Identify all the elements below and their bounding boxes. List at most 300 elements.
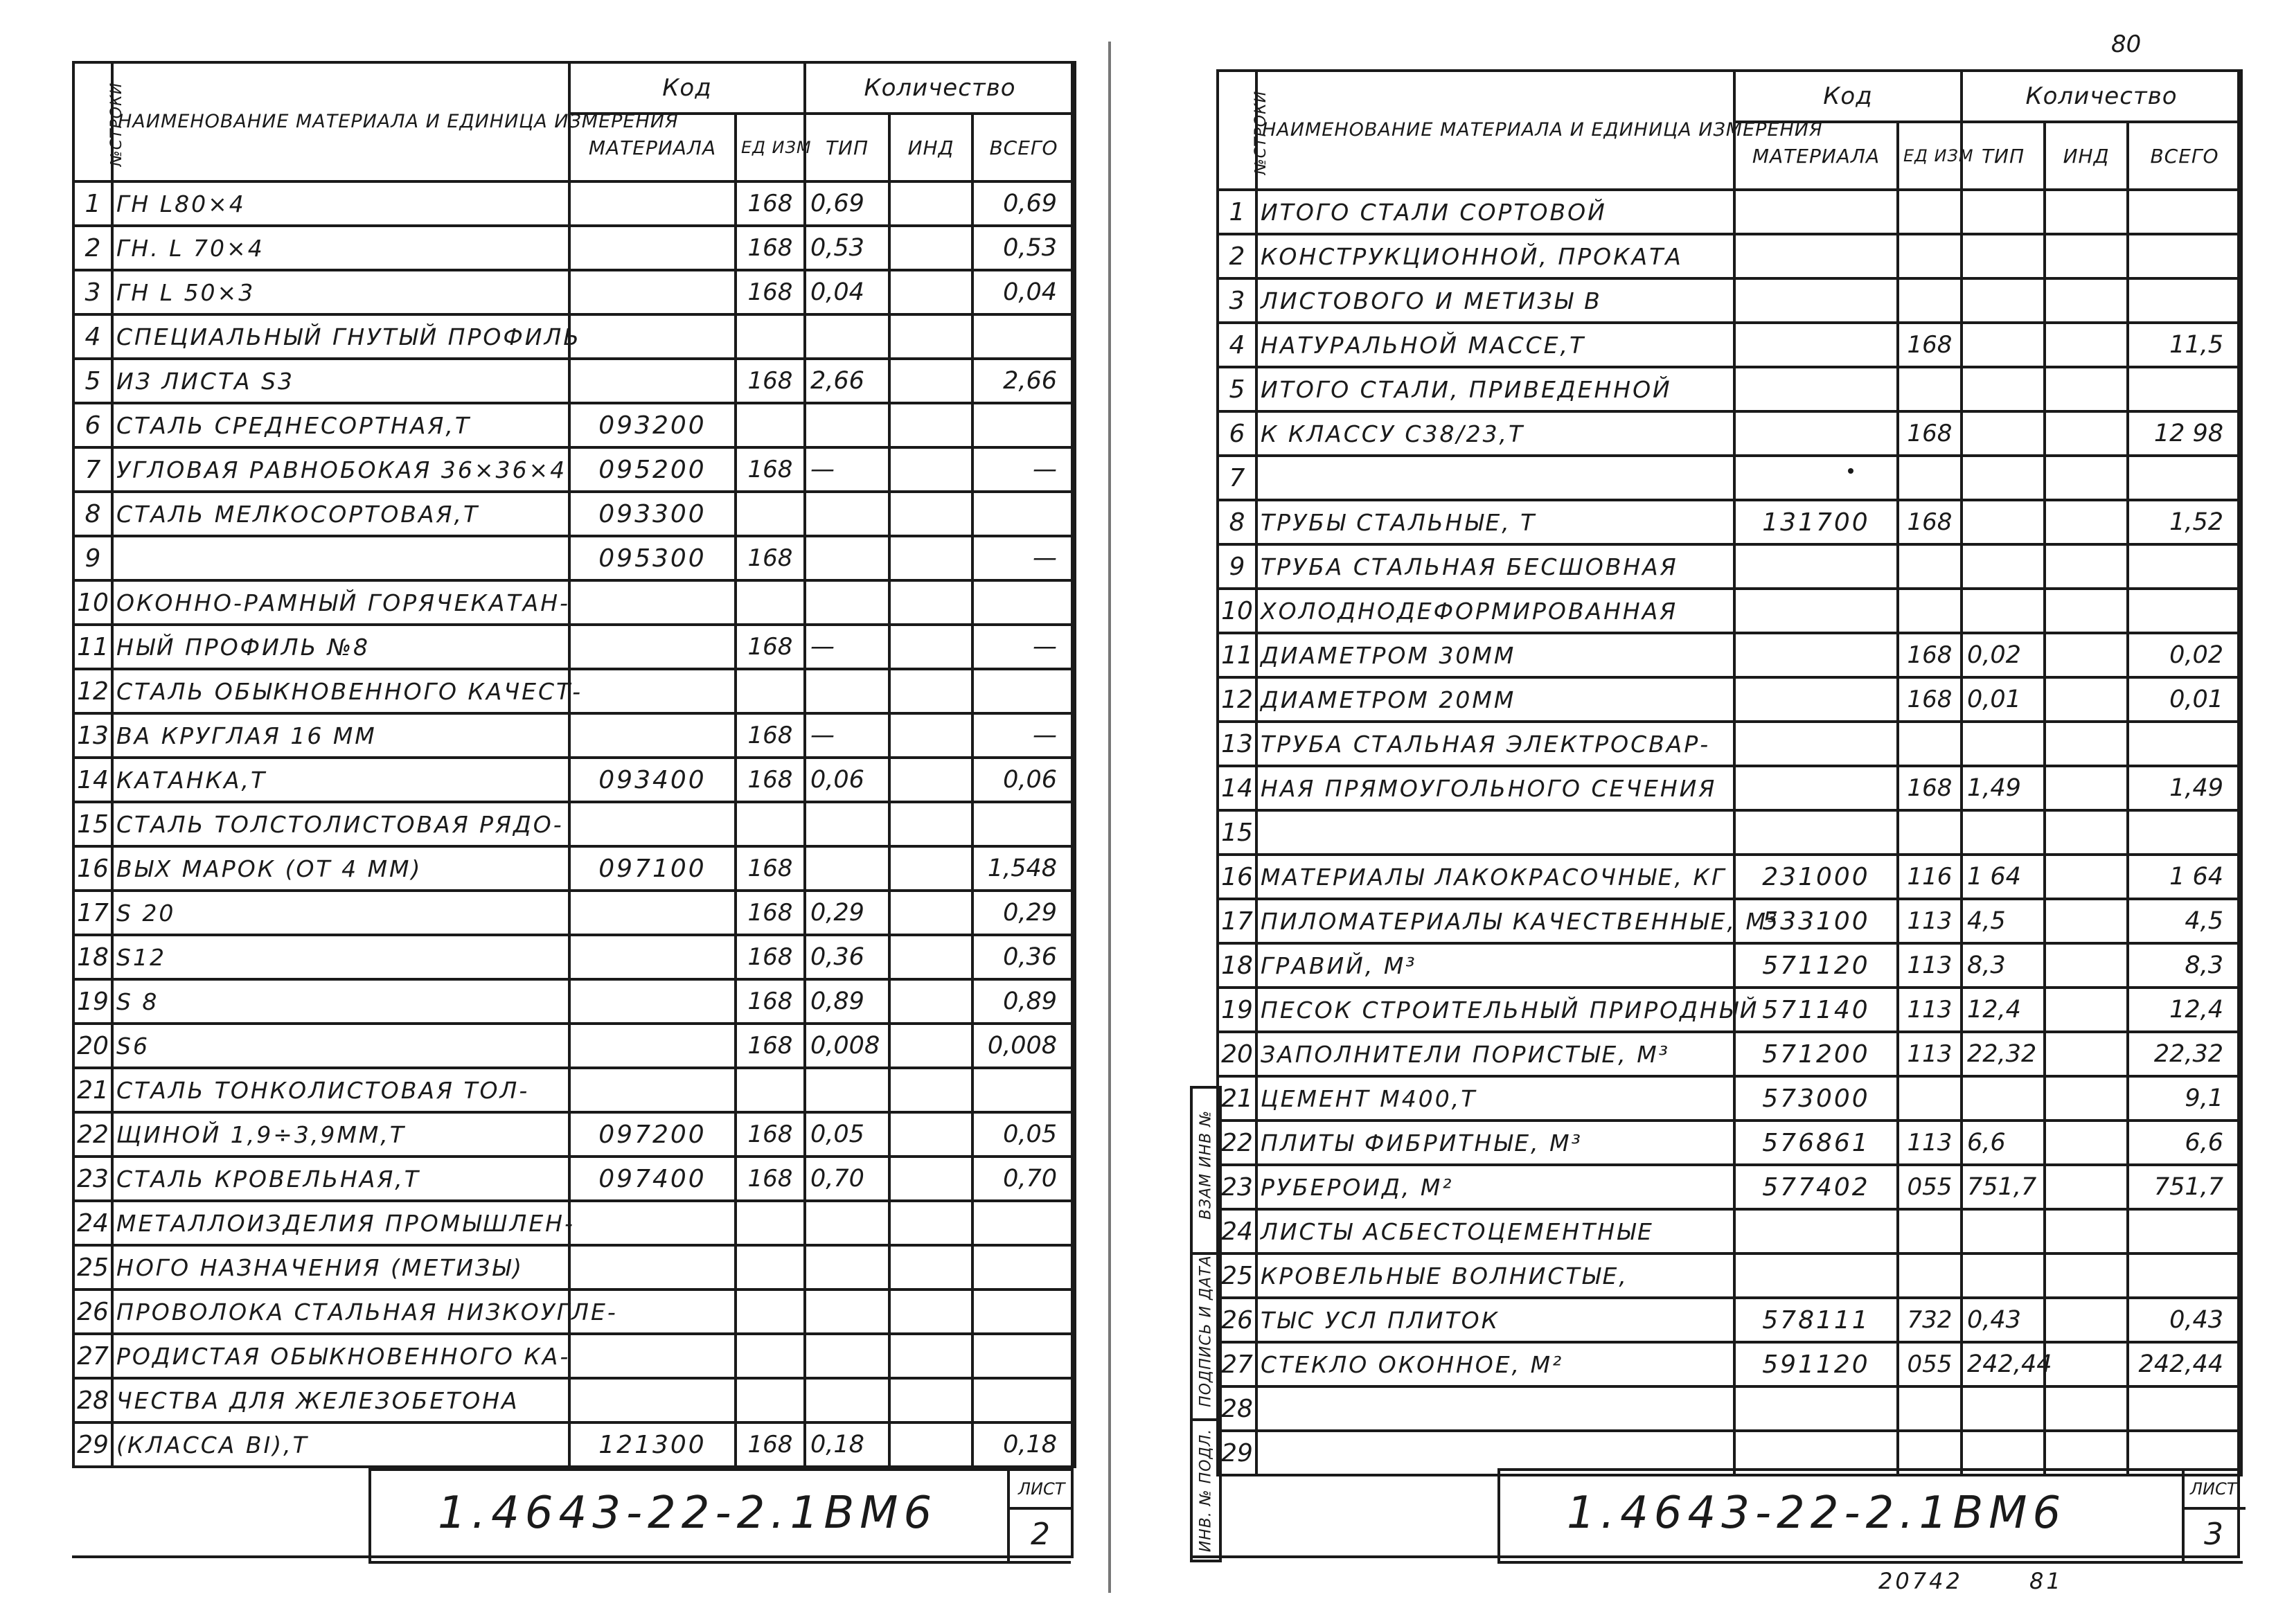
quantity-total — [972, 669, 1075, 713]
material-name: S6 — [112, 1024, 569, 1068]
table-row — [1218, 589, 2241, 633]
row-number: 14 — [1218, 766, 1256, 810]
unit-code — [1898, 722, 1962, 766]
material-code — [569, 181, 736, 226]
table-row — [73, 758, 1075, 802]
table-row — [73, 359, 1075, 403]
material-name: СПЕЦИАЛЬНЫЙ ГНУТЫЙ ПРОФИЛЬ — [112, 314, 569, 359]
material-code — [1734, 1253, 1898, 1298]
table-row — [1218, 323, 2241, 367]
table-row — [1218, 544, 2241, 589]
quantity-typ — [1962, 1386, 2045, 1431]
quantity-typ — [805, 1245, 889, 1290]
quantity-ind — [889, 1334, 972, 1378]
quantity-typ — [1962, 411, 2045, 456]
quantity-typ: 1,49 — [1962, 766, 2045, 810]
row-number: 12 — [1218, 677, 1256, 722]
quantity-typ: — — [805, 713, 889, 758]
table-row — [73, 1112, 1075, 1157]
unit-code — [1898, 544, 1962, 589]
table-row — [1218, 855, 2241, 899]
quantity-ind — [2045, 1032, 2128, 1076]
table-row — [73, 802, 1075, 846]
material-code: 097200 — [569, 1112, 736, 1157]
page-number-handwritten: 81 — [2029, 1568, 2063, 1594]
unit-code: 732 — [1898, 1298, 1962, 1342]
quantity-total: 6,6 — [2128, 1121, 2241, 1165]
material-name: НАТУРАЛЬНОЙ МАССЕ,Т — [1256, 323, 1734, 367]
quantity-total — [2128, 456, 2241, 500]
unit-code: 055 — [1898, 1342, 1962, 1386]
row-number: 21 — [73, 1068, 112, 1112]
unit-code: 168 — [1898, 633, 1962, 677]
quantity-ind — [889, 758, 972, 802]
table-row — [1218, 1032, 2241, 1076]
quantity-typ — [805, 1201, 889, 1245]
quantity-total — [972, 1201, 1075, 1245]
quantity-ind — [889, 447, 972, 492]
unit-code: 168 — [736, 447, 805, 492]
unit-code: 168 — [736, 625, 805, 669]
quantity-ind — [889, 226, 972, 270]
table-row — [1218, 1342, 2241, 1386]
row-number: 15 — [73, 802, 112, 846]
unit-code — [736, 1068, 805, 1112]
row-number: 29 — [1218, 1431, 1256, 1475]
quantity-typ — [805, 314, 889, 359]
quantity-ind — [2045, 766, 2128, 810]
quantity-total: — — [972, 713, 1075, 758]
material-code: 231000 — [1734, 855, 1898, 899]
quantity-typ: — — [805, 625, 889, 669]
material-name: ПРОВОЛОКА СТАЛЬНАЯ НИЗКОУГЛЕ- — [112, 1290, 569, 1334]
sheet-left — [0, 0, 1122, 1624]
table-row — [1218, 1076, 2241, 1121]
table-row — [73, 846, 1075, 891]
table-row — [73, 1068, 1075, 1112]
table-row — [1218, 411, 2241, 456]
table-body-right — [1218, 190, 2241, 1475]
quantity-ind — [2045, 234, 2128, 278]
row-number: 2 — [73, 226, 112, 270]
quantity-typ: 2,66 — [805, 359, 889, 403]
quantity-ind — [889, 1290, 972, 1334]
table-row — [1218, 1209, 2241, 1253]
unit-code — [736, 1201, 805, 1245]
table-row — [73, 314, 1075, 359]
material-name: ВЫХ МАРОК (ОТ 4 ММ) — [112, 846, 569, 891]
unit-code — [1898, 456, 1962, 500]
row-number: 27 — [73, 1334, 112, 1378]
quantity-ind — [889, 979, 972, 1024]
material-name: ИЗ ЛИСТА S3 — [112, 359, 569, 403]
material-name: ЦЕМЕНТ М400,Т — [1256, 1076, 1734, 1121]
quantity-typ — [805, 492, 889, 536]
sheet-label: ЛИСТ — [1018, 1479, 1065, 1499]
quantity-typ — [805, 1334, 889, 1378]
unit-code: 168 — [736, 979, 805, 1024]
row-number: 17 — [73, 891, 112, 935]
quantity-total: 0,05 — [972, 1112, 1075, 1157]
material-name: ГН L 50×3 — [112, 270, 569, 314]
unit-code — [736, 314, 805, 359]
row-number: 1 — [1218, 190, 1256, 234]
quantity-total — [2128, 367, 2241, 411]
row-number: 8 — [73, 492, 112, 536]
quantity-total — [972, 1334, 1075, 1378]
quantity-total — [972, 403, 1075, 447]
table-row — [1218, 766, 2241, 810]
quantity-ind — [889, 492, 972, 536]
material-code — [569, 1068, 736, 1112]
quantity-typ: 0,18 — [805, 1422, 889, 1467]
material-name: ТРУБА СТАЛЬНАЯ ЭЛЕКТРОСВАР- — [1256, 722, 1734, 766]
table-row — [73, 1024, 1075, 1068]
sheet-right-border-right — [2237, 69, 2240, 1558]
row-number: 11 — [1218, 633, 1256, 677]
row-number: 27 — [1218, 1342, 1256, 1386]
unit-code: 055 — [1898, 1165, 1962, 1209]
quantity-typ — [1962, 456, 2045, 500]
material-name: ЛИСТОВОГО И МЕТИЗЫ В — [1256, 278, 1734, 323]
quantity-total: 0,69 — [972, 181, 1075, 226]
header-total: ВСЕГО — [2128, 122, 2241, 190]
material-code — [1734, 190, 1898, 234]
bottom-rule-right — [1190, 1555, 2240, 1558]
quantity-ind — [889, 359, 972, 403]
unit-code — [1898, 1386, 1962, 1431]
table-row — [1218, 456, 2241, 500]
quantity-total — [972, 1290, 1075, 1334]
material-code — [569, 1334, 736, 1378]
quantity-typ: 8,3 — [1962, 943, 2045, 988]
material-name: ОКОННО-РАМНЫЙ ГОРЯЧЕКАТАН- — [112, 580, 569, 625]
row-number: 13 — [1218, 722, 1256, 766]
row-number: 20 — [1218, 1032, 1256, 1076]
material-code: 578111 — [1734, 1298, 1898, 1342]
table-row — [1218, 810, 2241, 855]
table-row — [73, 1201, 1075, 1245]
unit-code: 168 — [736, 846, 805, 891]
header-unit: ЕД ИЗМ — [1898, 122, 1962, 190]
quantity-total: 0,01 — [2128, 677, 2241, 722]
material-code — [1734, 234, 1898, 278]
corner-page-mark: 80 — [2111, 30, 2142, 58]
header-typ: ТИП — [805, 114, 889, 181]
unit-code: 168 — [736, 270, 805, 314]
quantity-ind — [2045, 1253, 2128, 1298]
material-name: ТРУБЫ СТАЛЬНЫЕ, Т — [1256, 500, 1734, 544]
quantity-total — [2128, 1209, 2241, 1253]
row-number: 2 — [1218, 234, 1256, 278]
quantity-ind — [889, 536, 972, 580]
quantity-typ — [805, 580, 889, 625]
table-row — [73, 713, 1075, 758]
quantity-ind — [889, 580, 972, 625]
quantity-typ: 0,70 — [805, 1157, 889, 1201]
material-name: ЗАПОЛНИТЕЛИ ПОРИСТЫЕ, М³ — [1256, 1032, 1734, 1076]
unit-code: 168 — [736, 1422, 805, 1467]
quantity-typ: 0,29 — [805, 891, 889, 935]
sheet-number: 3 — [2204, 1517, 2223, 1552]
table-row — [1218, 500, 2241, 544]
quantity-ind — [2045, 500, 2128, 544]
quantity-typ: 12,4 — [1962, 988, 2045, 1032]
header-code: Код — [569, 62, 805, 114]
quantity-typ — [1962, 323, 2045, 367]
row-number: 28 — [1218, 1386, 1256, 1431]
quantity-typ: 0,69 — [805, 181, 889, 226]
quantity-total — [972, 1245, 1075, 1290]
table-row — [1218, 367, 2241, 411]
material-code — [1734, 367, 1898, 411]
row-number: 23 — [1218, 1165, 1256, 1209]
material-code — [569, 1024, 736, 1068]
quantity-typ: 0,06 — [805, 758, 889, 802]
table-row — [73, 1290, 1075, 1334]
quantity-total: 12 98 — [2128, 411, 2241, 456]
material-name: РОДИСТАЯ ОБЫКНОВЕННОГО КА- — [112, 1334, 569, 1378]
material-code — [1734, 1209, 1898, 1253]
row-number: 7 — [73, 447, 112, 492]
quantity-total: 0,89 — [972, 979, 1075, 1024]
row-number: 21 — [1218, 1076, 1256, 1121]
unit-code: 168 — [1898, 500, 1962, 544]
quantity-typ — [805, 1290, 889, 1334]
material-name: ЛИСТЫ АСБЕСТОЦЕМЕНТНЫЕ — [1256, 1209, 1734, 1253]
quantity-total: 242,44 — [2128, 1342, 2241, 1386]
material-name: СТАЛЬ МЕЛКОСОРТОВАЯ,Т — [112, 492, 569, 536]
quantity-total: 0,53 — [972, 226, 1075, 270]
row-number: 12 — [73, 669, 112, 713]
material-name: ДИАМЕТРОМ 30ММ — [1256, 633, 1734, 677]
unit-code: 168 — [736, 758, 805, 802]
quantity-ind — [889, 846, 972, 891]
quantity-ind — [2045, 323, 2128, 367]
material-name: S12 — [112, 935, 569, 979]
unit-code — [1898, 234, 1962, 278]
material-code: 591120 — [1734, 1342, 1898, 1386]
quantity-total: 1,49 — [2128, 766, 2241, 810]
row-number: 3 — [73, 270, 112, 314]
material-name — [1256, 810, 1734, 855]
quantity-total: 8,3 — [2128, 943, 2241, 988]
material-name: НЫЙ ПРОФИЛЬ №8 — [112, 625, 569, 669]
header-name: НАИМЕНОВАНИЕ МАТЕРИАЛА И ЕДИНИЦА ИЗМЕРЕНИЯ — [112, 62, 569, 181]
quantity-ind — [2045, 1165, 2128, 1209]
unit-code — [736, 1290, 805, 1334]
quantity-total — [2128, 1253, 2241, 1298]
material-name — [1256, 456, 1734, 500]
unit-code: 168 — [736, 1157, 805, 1201]
quantity-total: 2,66 — [972, 359, 1075, 403]
quantity-total — [2128, 589, 2241, 633]
material-name: СТАЛЬ ТОНКОЛИСТОВАЯ ТОЛ- — [112, 1068, 569, 1112]
table-row — [73, 536, 1075, 580]
row-number: 15 — [1218, 810, 1256, 855]
quantity-typ: 0,53 — [805, 226, 889, 270]
quantity-ind — [889, 802, 972, 846]
material-name: ПИЛОМАТЕРИАЛЫ КАЧЕСТВЕННЫЕ, М³ — [1256, 899, 1734, 943]
quantity-typ — [805, 802, 889, 846]
material-name: КАТАНКА,Т — [112, 758, 569, 802]
material-code — [569, 270, 736, 314]
row-number: 18 — [1218, 943, 1256, 988]
unit-code: 168 — [736, 713, 805, 758]
sheet-number-box — [2182, 1471, 2246, 1561]
row-number: 25 — [73, 1245, 112, 1290]
unit-code: 168 — [1898, 323, 1962, 367]
unit-code — [1898, 810, 1962, 855]
quantity-total: 751,7 — [2128, 1165, 2241, 1209]
header-total: ВСЕГО — [972, 114, 1075, 181]
material-name: ИТОГО СТАЛИ СОРТОВОЙ — [1256, 190, 1734, 234]
row-number: 5 — [73, 359, 112, 403]
table-row — [73, 625, 1075, 669]
quantity-typ: 1 64 — [1962, 855, 2045, 899]
table-row — [73, 492, 1075, 536]
quantity-total: 0,06 — [972, 758, 1075, 802]
quantity-ind — [2045, 589, 2128, 633]
quantity-ind — [889, 713, 972, 758]
unit-code: 168 — [736, 181, 805, 226]
table-row — [73, 1422, 1075, 1467]
material-code — [569, 802, 736, 846]
unit-code — [736, 1378, 805, 1422]
unit-code: 113 — [1898, 1032, 1962, 1076]
unit-code — [1898, 367, 1962, 411]
quantity-ind — [889, 1201, 972, 1245]
material-name: ДИАМЕТРОМ 20ММ — [1256, 677, 1734, 722]
row-number: 9 — [1218, 544, 1256, 589]
table-row — [1218, 1165, 2241, 1209]
row-number: 11 — [73, 625, 112, 669]
unit-code: 168 — [736, 1112, 805, 1157]
quantity-ind — [889, 403, 972, 447]
quantity-typ: 0,008 — [805, 1024, 889, 1068]
quantity-typ — [805, 1378, 889, 1422]
material-name: ХОЛОДНОДЕФОРМИРОВАННАЯ — [1256, 589, 1734, 633]
header-typ: ТИП — [1962, 122, 2045, 190]
sheet-right — [1122, 0, 2294, 1624]
quantity-typ: 0,05 — [805, 1112, 889, 1157]
table-row — [1218, 677, 2241, 722]
row-number: 1 — [73, 181, 112, 226]
quantity-ind — [2045, 367, 2128, 411]
table-row — [1218, 988, 2241, 1032]
sheet-label: ЛИСТ — [2190, 1479, 2237, 1499]
quantity-total: 0,36 — [972, 935, 1075, 979]
quantity-total: 0,02 — [2128, 633, 2241, 677]
material-name: НОГО НАЗНАЧЕНИЯ (МЕТИЗЫ) — [112, 1245, 569, 1290]
quantity-ind — [2045, 722, 2128, 766]
header-material: МАТЕРИАЛА — [1734, 122, 1898, 190]
sheet-right-border-left — [1071, 61, 1074, 1558]
fold-line — [1108, 42, 1111, 1593]
row-number: 19 — [73, 979, 112, 1024]
row-number: 5 — [1218, 367, 1256, 411]
table-row — [1218, 722, 2241, 766]
unit-code: 168 — [1898, 677, 1962, 722]
material-name: ЧЕСТВА ДЛЯ ЖЕЛЕЗОБЕТОНА — [112, 1378, 569, 1422]
table-row — [1218, 633, 2241, 677]
material-name: УГЛОВАЯ РАВНОБОКАЯ 36×36×4 — [112, 447, 569, 492]
quantity-total: 0,43 — [2128, 1298, 2241, 1342]
quantity-ind — [889, 1068, 972, 1112]
quantity-typ: 22,32 — [1962, 1032, 2045, 1076]
unit-code — [1898, 1076, 1962, 1121]
document-number: 1.4643-22-2.1ВМ6 — [1567, 1488, 2067, 1539]
table-row — [73, 1378, 1075, 1422]
row-number: 6 — [1218, 411, 1256, 456]
title-block-right — [1497, 1468, 2243, 1564]
material-code — [1734, 633, 1898, 677]
unit-code — [736, 1245, 805, 1290]
table-row — [73, 979, 1075, 1024]
material-code — [569, 713, 736, 758]
quantity-typ — [805, 669, 889, 713]
unit-code — [1898, 589, 1962, 633]
quantity-total — [2128, 544, 2241, 589]
quantity-total: 22,32 — [2128, 1032, 2241, 1076]
unit-code: 168 — [736, 536, 805, 580]
quantity-total: — — [972, 536, 1075, 580]
material-name: КОНСТРУКЦИОННОЙ, ПРОКАТА — [1256, 234, 1734, 278]
quantity-typ: 0,01 — [1962, 677, 2045, 722]
row-number: 29 — [73, 1422, 112, 1467]
quantity-typ: 0,36 — [805, 935, 889, 979]
material-code — [569, 1245, 736, 1290]
quantity-ind — [2045, 899, 2128, 943]
material-code — [1734, 1386, 1898, 1431]
unit-code: 168 — [736, 935, 805, 979]
table-row — [1218, 899, 2241, 943]
material-code: 097100 — [569, 846, 736, 891]
quantity-total — [2128, 190, 2241, 234]
quantity-typ — [1962, 722, 2045, 766]
row-number: 10 — [73, 580, 112, 625]
quantity-ind — [2045, 1298, 2128, 1342]
material-name: ГН. L 70×4 — [112, 226, 569, 270]
table-row — [73, 580, 1075, 625]
quantity-typ: 0,43 — [1962, 1298, 2045, 1342]
material-code: 571120 — [1734, 943, 1898, 988]
quantity-typ: 0,02 — [1962, 633, 2045, 677]
unit-code: 113 — [1898, 899, 1962, 943]
table-body-left — [73, 181, 1075, 1467]
material-code — [1734, 456, 1898, 500]
quantity-ind — [2045, 1209, 2128, 1253]
quantity-total: 4,5 — [2128, 899, 2241, 943]
quantity-typ: 4,5 — [1962, 899, 2045, 943]
quantity-typ — [1962, 1253, 2045, 1298]
unit-code: 116 — [1898, 855, 1962, 899]
row-number: 20 — [73, 1024, 112, 1068]
quantity-total — [972, 492, 1075, 536]
quantity-total: 11,5 — [2128, 323, 2241, 367]
material-code: 131700 — [1734, 500, 1898, 544]
row-number: 9 — [73, 536, 112, 580]
table-row — [73, 181, 1075, 226]
material-name: ИТОГО СТАЛИ, ПРИВЕДЕННОЙ — [1256, 367, 1734, 411]
quantity-total — [972, 802, 1075, 846]
table-row — [1218, 1121, 2241, 1165]
material-name: КРОВЕЛЬНЫЕ ВОЛНИСТЫЕ, — [1256, 1253, 1734, 1298]
table-row — [1218, 234, 2241, 278]
quantity-total: — — [972, 625, 1075, 669]
table-row — [73, 669, 1075, 713]
quantity-total: 1 64 — [2128, 855, 2241, 899]
